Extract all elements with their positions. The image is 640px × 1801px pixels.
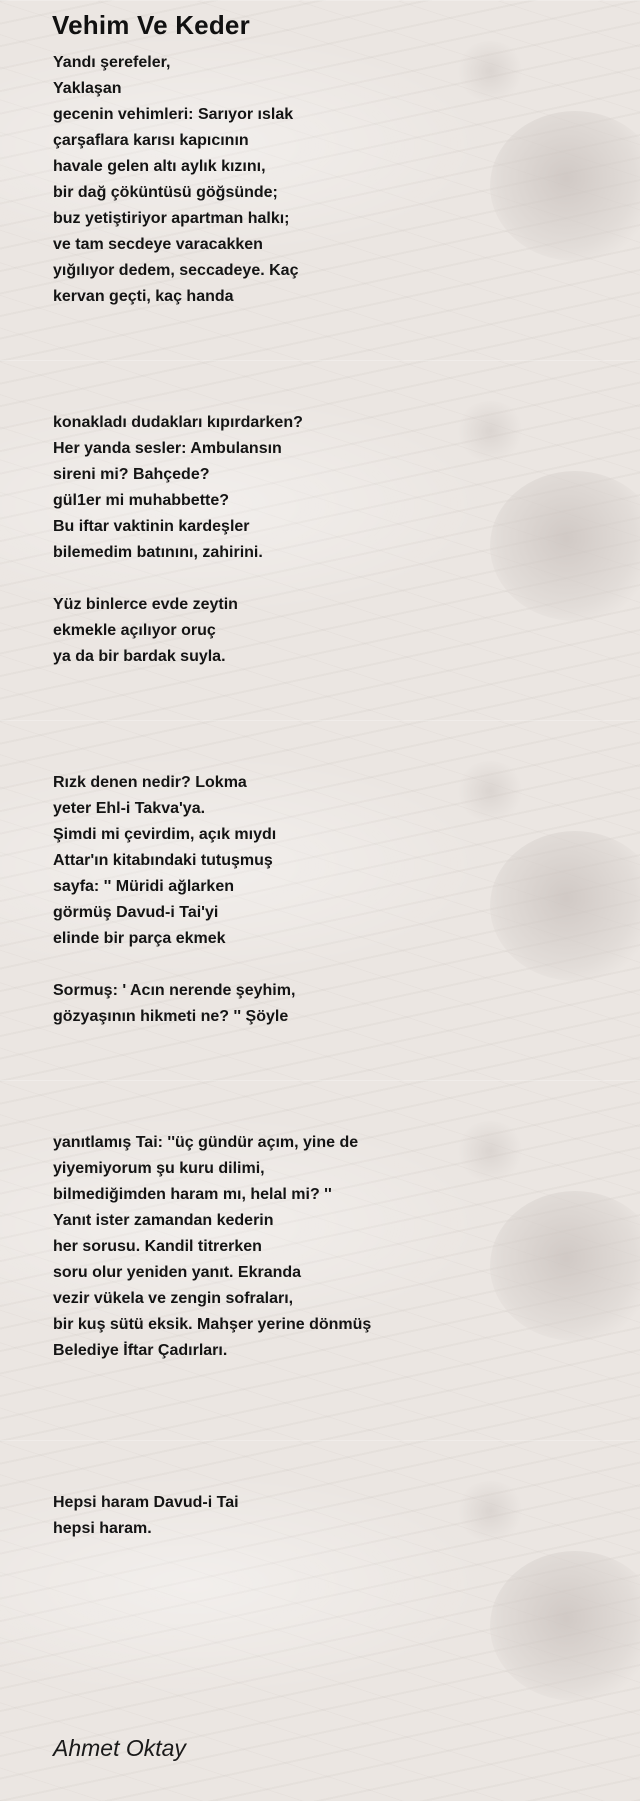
poem-author: Ahmet Oktay [53, 1735, 186, 1761]
poem-line: Hepsi haram Davud-i Tai [53, 1494, 239, 1511]
poem-line: yığılıyor dedem, seccadeye. Kaç [53, 262, 299, 279]
poem-line [53, 566, 573, 592]
poem-line: yanıtlamış Tai: ''üç gündür açım, yine de [53, 1134, 359, 1151]
poem-line: yiyemiyorum şu kuru dilimi, [53, 1160, 265, 1177]
poem-line: gül1er mi muhabbette? [53, 492, 230, 509]
poem-stanza [53, 1130, 573, 1364]
poem-line: Sormuş: ' Acın nerende şeyhim, [53, 982, 296, 999]
poem-line: yeter Ehl-i Takva'ya. [53, 800, 206, 817]
poem-line: Rızk denen nedir? Lokma [53, 774, 247, 791]
poem-line: hepsi haram. [53, 1520, 152, 1537]
poem-title: Vehim Ve Keder [52, 10, 250, 40]
poem-line: ve tam secdeye varacakken [53, 236, 263, 253]
poem-line: buz yetiştiriyor apartman halkı; [53, 210, 290, 227]
poem-line: ekmekle açılıyor oruç [53, 622, 216, 639]
poem-line: vezir vükela ve zengin sofraları, [53, 1290, 294, 1307]
poem-line: bilmediğimden haram mı, helal mi? '' [53, 1186, 332, 1203]
poem-line: Bu iftar vaktinin kardeşler [53, 518, 250, 535]
poem-line: her sorusu. Kandil titrerken [53, 1238, 262, 1255]
poem-line: Yüz binlerce evde zeytin [53, 596, 238, 613]
poem-line: havale gelen altı aylık kızını, [53, 158, 266, 175]
poem-stanza [53, 50, 573, 310]
poem-line: ya da bir bardak suyla. [53, 648, 226, 665]
poem-line: Yandı şerefeler, [53, 54, 171, 71]
ink-blot [490, 1551, 640, 1701]
poem-line: soru olur yeniden yanıt. Ekranda [53, 1264, 302, 1281]
poem-line: Attar'ın kitabındaki tutuşmuş [53, 852, 273, 869]
poem-line: bir dağ çöküntüsü göğsünde; [53, 184, 278, 201]
poem-line: Şimdi mi çevirdim, açık mıydı [53, 826, 277, 843]
poem-line: Yaklaşan [53, 80, 122, 97]
poem-line: kervan geçti, kaç handa [53, 288, 234, 305]
poem-line: bir kuş sütü eksik. Mahşer yerine dönmüş [53, 1316, 372, 1333]
poem-line: sireni mi? Bahçede? [53, 466, 210, 483]
poem-line: konakladı dudakları kıpırdarken? [53, 414, 303, 431]
poem-stanza [53, 770, 573, 1030]
poem-line: Belediye İftar Çadırları. [53, 1342, 228, 1359]
poem-line: gecenin vehimleri: Sarıyor ıslak [53, 106, 294, 123]
poem-stanza [53, 410, 573, 670]
poem-line: elinde bir parça ekmek [53, 930, 226, 947]
poem-line: Yanıt ister zamandan kederin [53, 1212, 274, 1229]
poem-line: görmüş Davud-i Tai'yi [53, 904, 219, 921]
poem-line: Her yanda sesler: Ambulansın [53, 440, 282, 457]
poem-line [53, 952, 573, 978]
poem-line: gözyaşının hikmeti ne? '' Şöyle [53, 1008, 289, 1025]
poem-stanza [53, 1490, 573, 1542]
poem-line: sayfa: '' Müridi ağlarken [53, 878, 234, 895]
poem-line: çarşaflara karısı kapıcının [53, 132, 249, 149]
poem-line: bilemedim batınını, zahirini. [53, 544, 263, 561]
